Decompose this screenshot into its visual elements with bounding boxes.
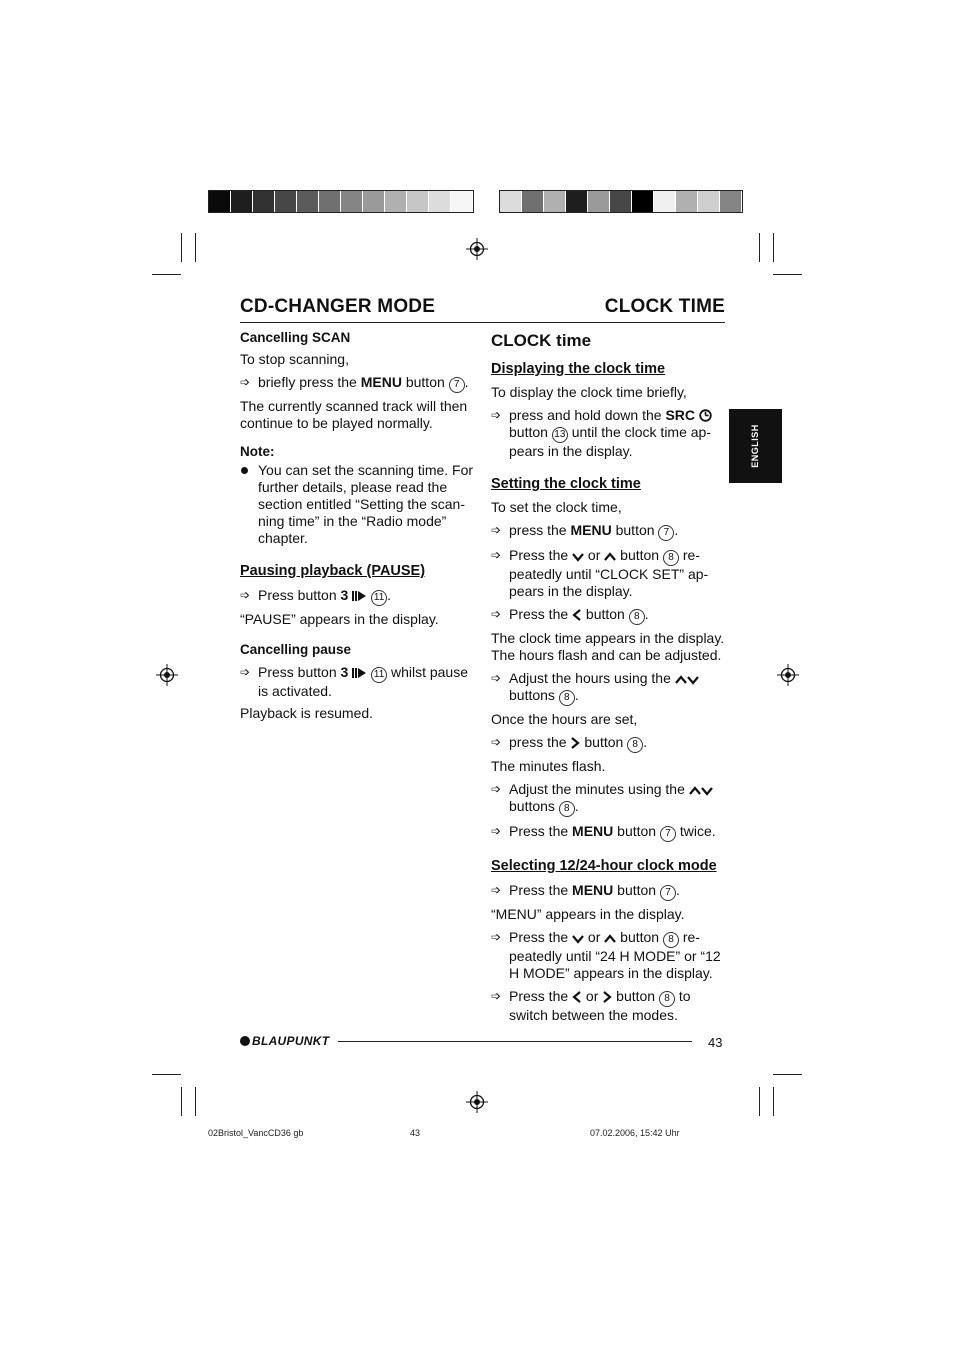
arrow-icon: ➩ (240, 665, 251, 679)
color-swatch (544, 191, 566, 212)
color-swatch (654, 191, 676, 212)
arrow-icon: ➩ (491, 735, 502, 749)
color-swatch (566, 191, 588, 212)
button-number-badge: 8 (663, 550, 679, 566)
crop-mark (759, 1087, 760, 1116)
arrow-icon: ➩ (491, 523, 502, 537)
subheading-note: Note: (240, 444, 275, 459)
crop-mark (773, 233, 774, 262)
registration-mark-icon (466, 238, 488, 260)
subheading-cancel-pause: Cancelling pause (240, 642, 352, 657)
button-number-badge: 11 (371, 667, 387, 683)
button-number-badge: 13 (552, 427, 568, 443)
color-swatch (588, 191, 610, 212)
color-swatch (407, 191, 429, 212)
arrow-icon: ➩ (491, 824, 502, 838)
left-column (240, 328, 475, 722)
instruction-step: ➩ Adjust the hours using the buttons 8 . (491, 670, 726, 706)
crop-mark (195, 1087, 196, 1116)
chevron-left-icon (572, 991, 582, 1003)
brand-name: BLAUPUNKT (252, 1034, 330, 1048)
color-swatch (209, 191, 231, 212)
instruction-step: ➩ briefly press the MENU button 7 . (240, 374, 475, 393)
button-number-badge: 8 (559, 690, 575, 706)
clock-icon (699, 409, 712, 422)
instruction-step: ➩ press and hold down the SRC button 13 until the clock time ap-pears in the display. (491, 407, 711, 459)
color-swatch (610, 191, 632, 212)
color-swatch (385, 191, 407, 212)
chevron-down-icon (572, 934, 584, 944)
registration-mark-icon (466, 1091, 488, 1113)
arrow-icon: ➩ (240, 588, 251, 602)
paragraph: The minutes flash. (491, 758, 606, 774)
color-swatch (429, 191, 451, 212)
section-header (240, 296, 725, 323)
arrow-icon: ➩ (491, 883, 502, 897)
heading-setting-clock: Setting the clock time (491, 476, 641, 492)
play-pause-icon (352, 590, 367, 602)
section-title-clock: CLOCK time (491, 331, 592, 350)
instruction-step: ➩ Adjust the minutes using the buttons 8 . (491, 781, 726, 817)
subheading-cancel-scan: Cancelling SCAN (240, 330, 351, 345)
instruction-step: ➩ Press button 3 11 whilst pause is activated. (240, 664, 469, 699)
color-swatch (500, 191, 522, 212)
instruction-step: ➩ Press the or button 8 re-peatedly until “24 H MODE” or “12 H MODE” appears in the display. (491, 929, 721, 981)
slug-filename: 02Bristol_VancCD36 gb (208, 1128, 304, 1138)
paragraph: To stop scanning, (240, 351, 349, 367)
button-number-badge: 8 (659, 991, 675, 1007)
button-number-badge: 7 (660, 826, 676, 842)
instruction-step: ➩ press the MENU button 7 . (491, 522, 726, 541)
paragraph: To set the clock time, (491, 499, 622, 515)
right-column (491, 328, 726, 1024)
brand-logo (240, 1034, 329, 1048)
language-tab (729, 409, 782, 483)
play-pause-icon (352, 667, 367, 679)
arrow-icon: ➩ (491, 989, 502, 1003)
arrow-icon: ➩ (491, 930, 502, 944)
chevron-down-icon (701, 786, 713, 796)
button-number-badge: 8 (627, 737, 643, 753)
arrow-icon: ➩ (491, 408, 502, 422)
instruction-step: ➩ Press the or button 8 re-peatedly until “CLOCK SET” ap-pears in the display. (491, 547, 709, 599)
crop-mark (773, 1074, 802, 1075)
arrow-icon: ➩ (491, 548, 502, 562)
chapter-title-right: CLOCK TIME (604, 296, 725, 317)
paragraph: The currently scanned track will then continue to be played normally. (240, 398, 468, 431)
crop-mark (773, 274, 802, 275)
paragraph: “MENU” appears in the display. (491, 906, 685, 922)
registration-mark-icon (777, 664, 799, 686)
color-swatch (522, 191, 544, 212)
crop-mark (181, 233, 182, 262)
instruction-step: ➩ Press the MENU button 7 . (491, 882, 726, 901)
crop-mark (773, 1087, 774, 1116)
chevron-up-icon (675, 675, 687, 685)
color-swatch (341, 191, 363, 212)
color-swatch (698, 191, 720, 212)
bullet-item: You can set the scanning time. For further details, please read the section entitled “Setting the scan-ning time” in the “Radio mode” chapter. (240, 462, 475, 547)
language-label: ENGLISH (750, 424, 760, 468)
crop-mark (152, 1074, 181, 1075)
heading-display-clock: Displaying the clock time (491, 361, 666, 377)
button-number-badge: 8 (559, 801, 575, 817)
instruction-step: ➩ Press the MENU button 7 twice. (491, 823, 726, 842)
instruction-step: ➩ Press button 3 11 . (240, 587, 475, 606)
crop-mark (181, 1087, 182, 1116)
page-number: 43 (708, 1035, 723, 1050)
arrow-icon: ➩ (491, 671, 502, 685)
chevron-right-icon (570, 737, 580, 749)
footer-rule (338, 1041, 692, 1042)
color-swatch (676, 191, 698, 212)
crop-mark (759, 233, 760, 262)
slug-page: 43 (410, 1128, 421, 1138)
heading-pause: Pausing playback (PAUSE) (240, 563, 426, 579)
instruction-step: ➩ Press the or button 8 to switch between the modes. (491, 988, 691, 1023)
paragraph: The clock time appears in the display. The hours flash and can be adjusted. (491, 630, 725, 663)
chevron-down-icon (572, 552, 584, 562)
arrow-icon: ➩ (491, 782, 502, 796)
crop-mark (195, 233, 196, 262)
chevron-left-icon (572, 609, 582, 621)
chevron-right-icon (602, 991, 612, 1003)
button-number-badge: 11 (371, 590, 387, 606)
paragraph: Once the hours are set, (491, 711, 638, 727)
bullet-icon (241, 467, 248, 474)
color-swatch (275, 191, 297, 212)
paragraph: “PAUSE” appears in the display. (240, 611, 439, 627)
crop-mark (152, 274, 181, 275)
color-swatch (363, 191, 385, 212)
color-swatch (319, 191, 341, 212)
color-bar-right (499, 190, 743, 213)
color-swatch (297, 191, 319, 212)
brand-dot-icon (240, 1036, 250, 1046)
color-bar-left (208, 190, 474, 213)
chevron-up-icon (689, 786, 701, 796)
paragraph: Playback is resumed. (240, 705, 374, 721)
button-number-badge: 7 (660, 885, 676, 901)
registration-mark-icon (156, 664, 178, 686)
color-swatch (720, 191, 742, 212)
chevron-up-icon (604, 552, 616, 562)
instruction-step: ➩ press the button 8 . (491, 734, 726, 753)
color-swatch (632, 191, 654, 212)
slug-date: 07.02.2006, 15:42 Uhr (590, 1128, 680, 1138)
button-number-badge: 7 (658, 525, 674, 541)
color-swatch (231, 191, 253, 212)
chevron-down-icon (687, 675, 699, 685)
chapter-title-left: CD-CHANGER MODE (240, 296, 436, 317)
chevron-up-icon (604, 934, 616, 944)
color-swatch (451, 191, 473, 212)
arrow-icon: ➩ (240, 375, 251, 389)
color-swatch (253, 191, 275, 212)
button-number-badge: 8 (663, 932, 679, 948)
arrow-icon: ➩ (491, 607, 502, 621)
heading-clock-mode: Selecting 12/24-hour clock mode (491, 858, 717, 874)
paragraph: To display the clock time briefly, (491, 384, 687, 400)
button-number-badge: 7 (449, 377, 465, 393)
instruction-step: ➩ Press the button 8 . (491, 606, 726, 625)
button-number-badge: 8 (629, 609, 645, 625)
